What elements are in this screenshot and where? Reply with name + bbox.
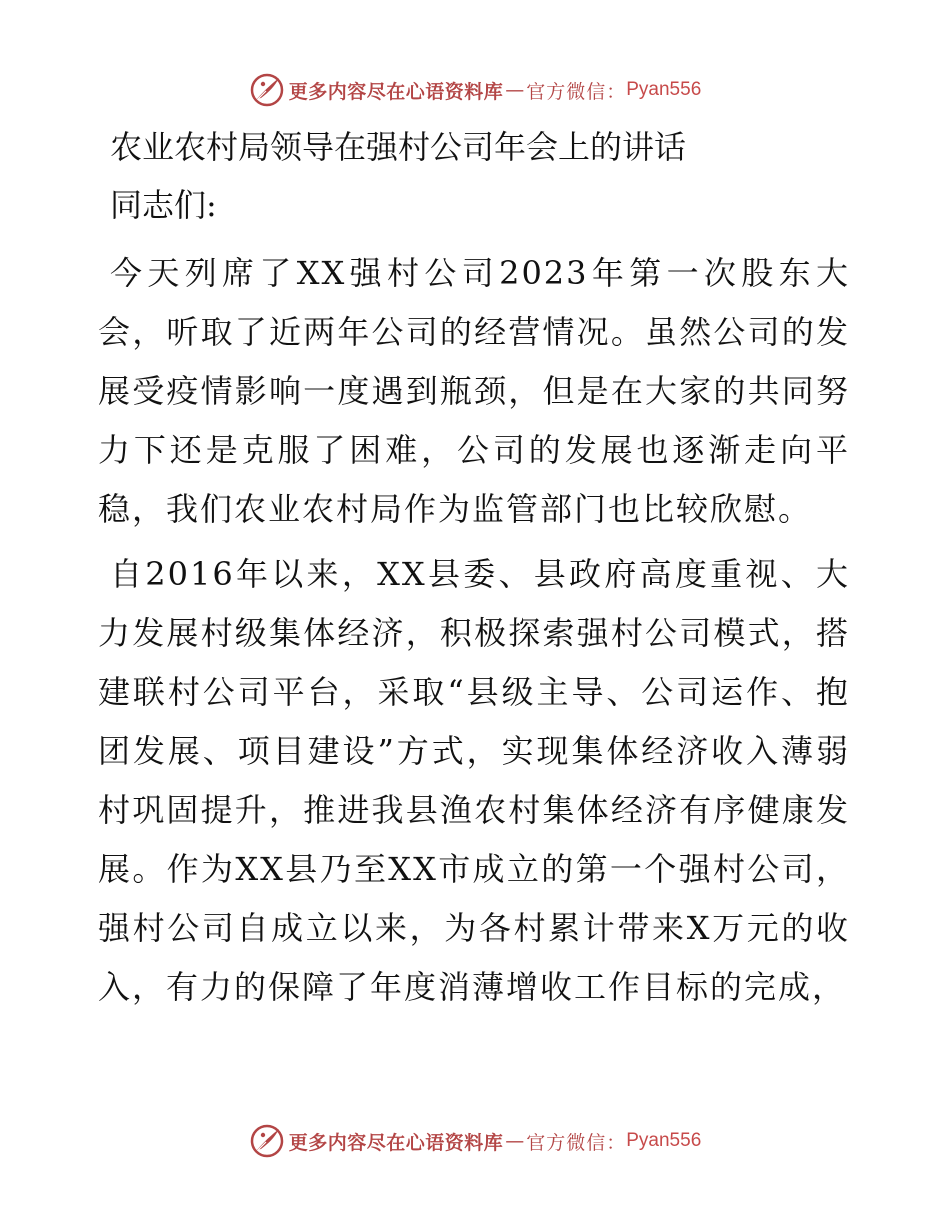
salutation: 同志们: — [110, 186, 217, 224]
header-watermark-banner — [0, 70, 950, 110]
banner-promo-text: 更多内容尽在心语资料库 — [288, 1131, 504, 1154]
banner-dash: — — [505, 1130, 525, 1152]
paragraph-1: 今天列席了XX强村公司2023年第一次股东大会，听取了近两年公司的经营情况。虽然公司的发展受疫情影响一度遇到瓶颈，但是在大家的共同努力下还是克服了困难，公司的发展也逐渐走向平稳，我们农业农村局作为监管部门也比较欣慰。 — [98, 254, 850, 528]
banner-promo-text: 更多内容尽在心语资料库 — [288, 80, 504, 103]
banner-wechat-label: 官方微信： — [526, 1131, 627, 1154]
document-body — [98, 118, 850, 1023]
quill-logo-icon — [249, 72, 285, 108]
banner-wechat-label: 官方微信： — [526, 80, 627, 103]
footer-watermark-banner — [0, 1121, 950, 1161]
banner-dash: — — [505, 79, 525, 101]
banner-wechat-id: Pyan556 — [626, 79, 702, 100]
document-title: 农业农村局领导在强村公司年会上的讲话 — [110, 128, 687, 166]
quill-logo-icon — [249, 1123, 285, 1159]
banner-wechat-id: Pyan556 — [626, 1130, 702, 1151]
paragraph-2: 自2016年以来，XX县委、县政府高度重视、大力发展村级集体经济，积极探索强村公司模式，搭建联村公司平台，采取“县级主导、公司运作、抱团发展、项目建设”方式，实现集体经济收入薄弱村巩固提升，推进我县渔农村集体经济有序健康发展。作为XX县乃至XX市成立的第一个强村公司，强村公司自成立以来，为各村累计带来X万元的收入，有力的保障了年度消薄增收工作目标的完成， — [98, 555, 850, 1006]
